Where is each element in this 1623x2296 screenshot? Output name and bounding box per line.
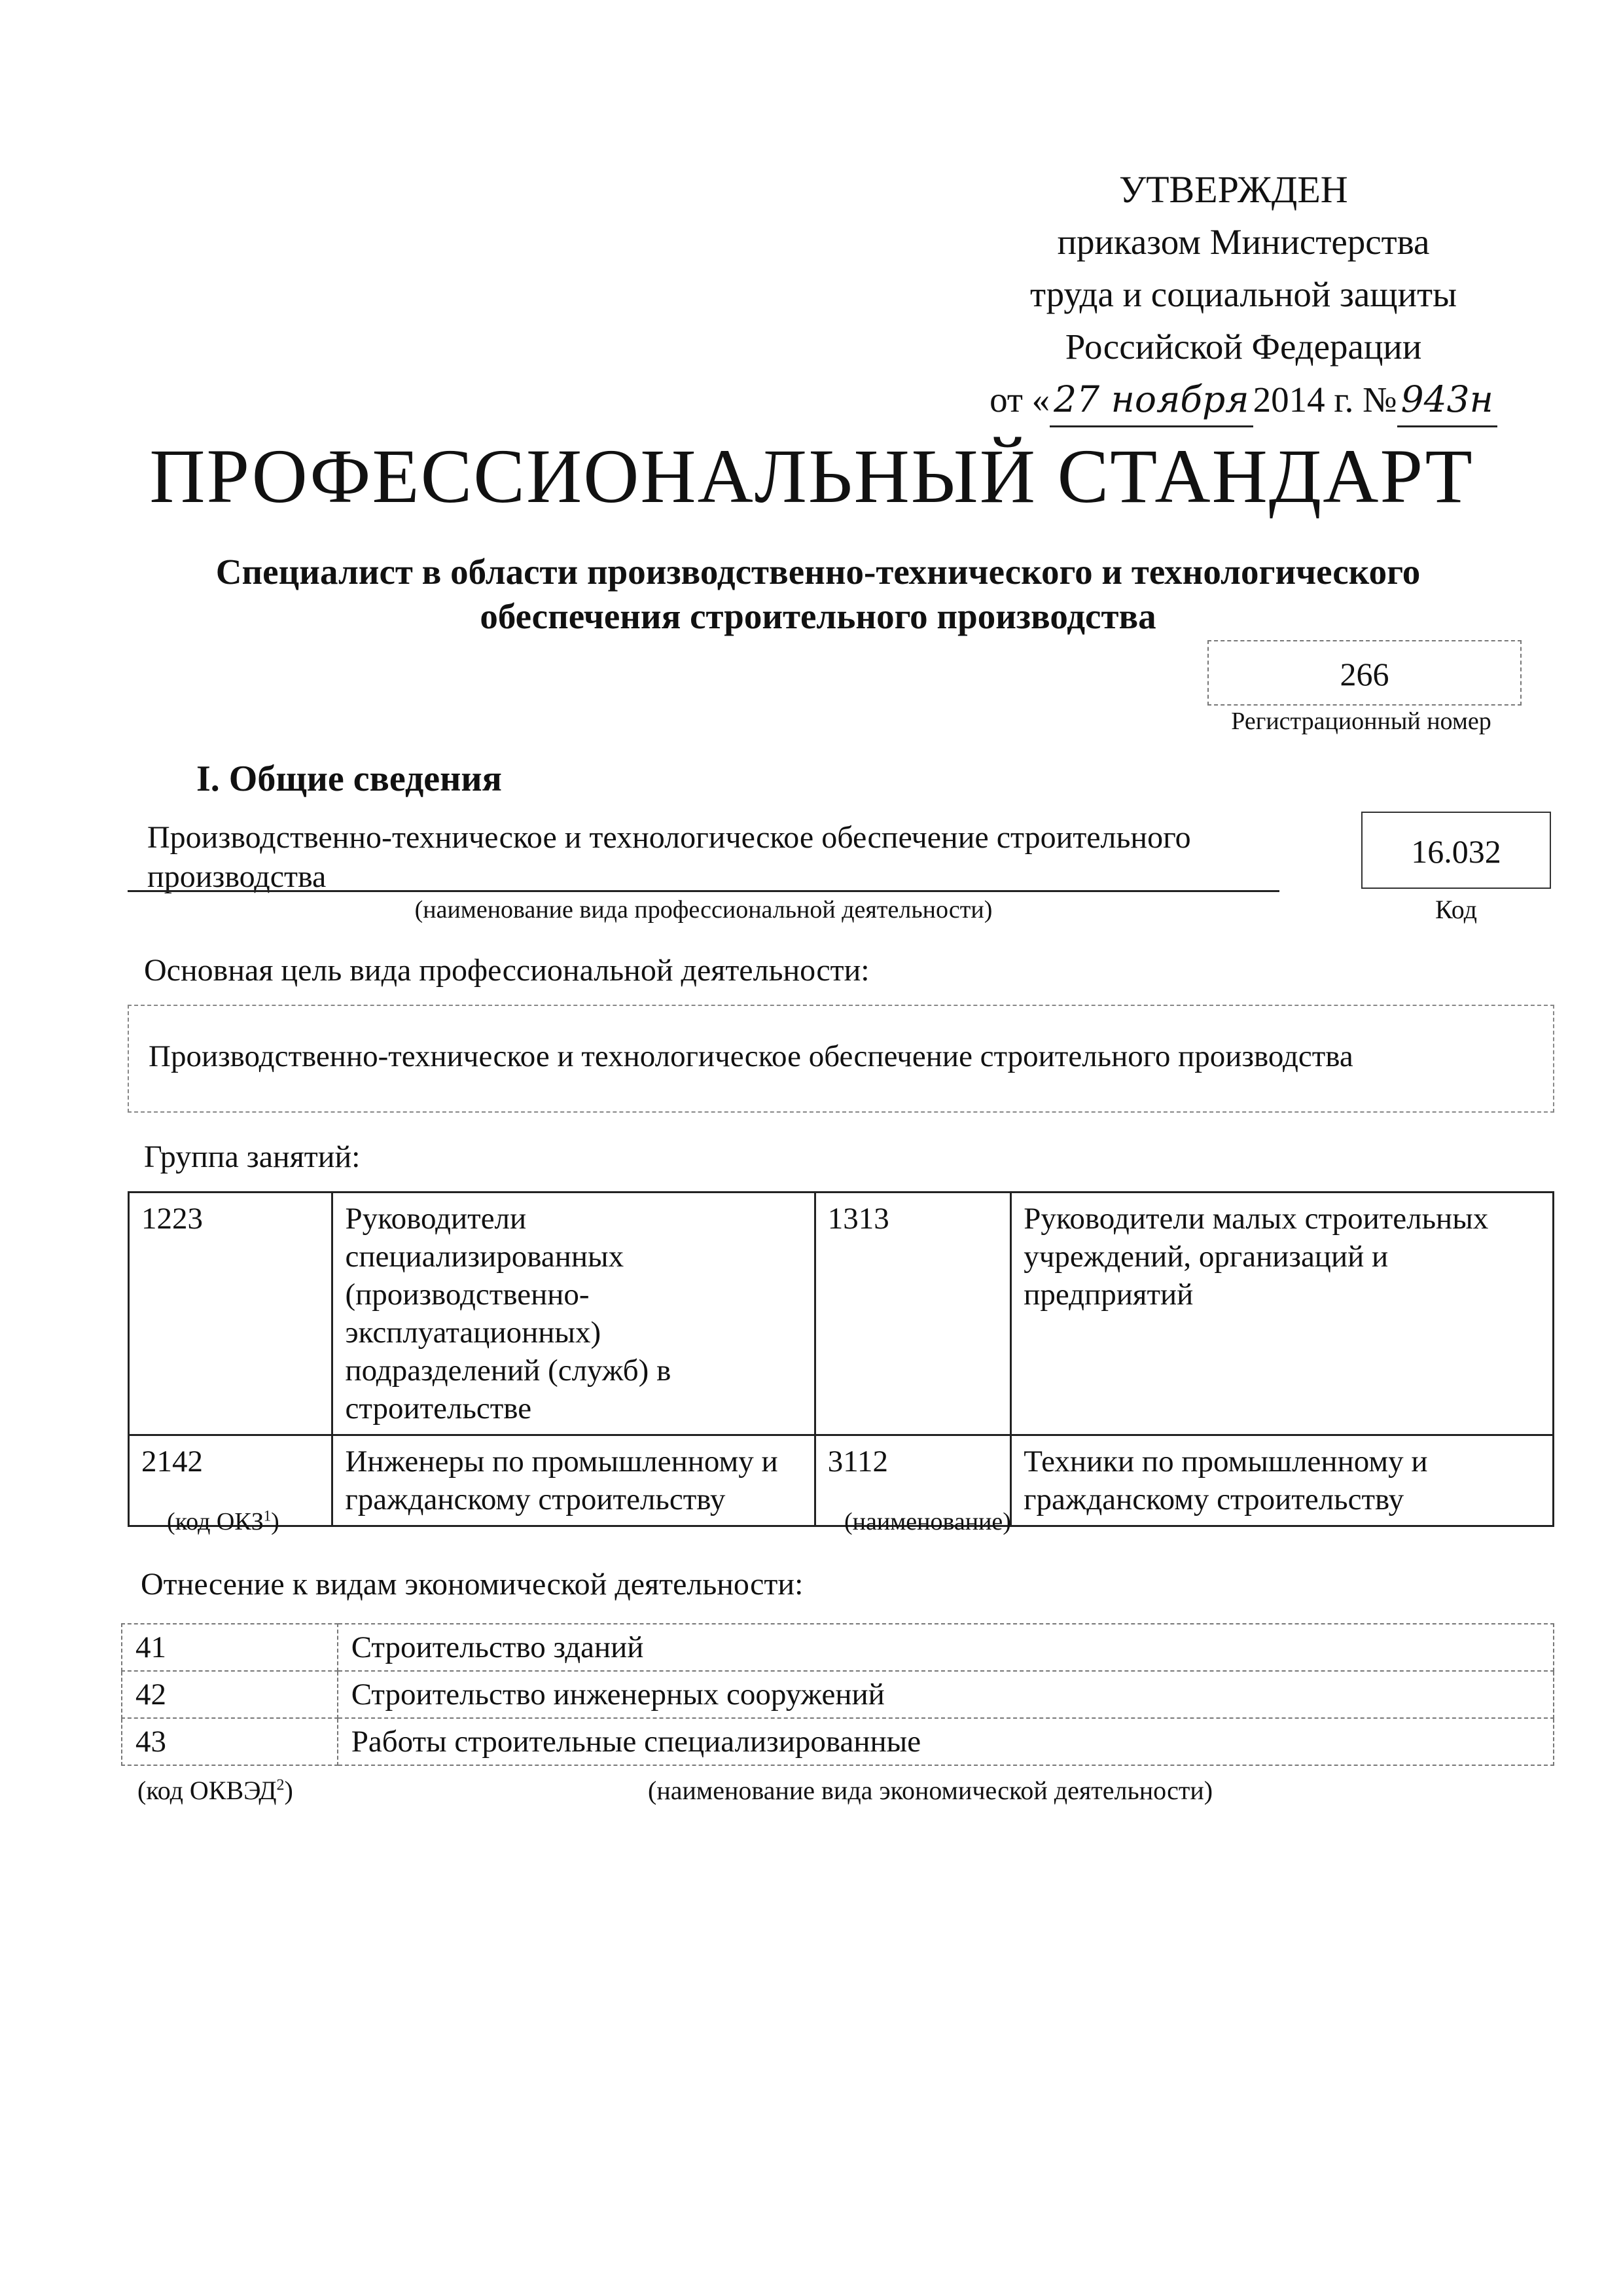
occupation-table (128, 1191, 1554, 1527)
document-subtitle (131, 550, 1505, 639)
activity-code-box: 16.032 (1361, 812, 1551, 889)
okved-caption-text: (код ОКВЭД (137, 1776, 277, 1805)
activity-code-label: Код (1435, 895, 1477, 924)
okz-code-cell: 2142 (129, 1435, 332, 1526)
registration-number-box: 266 (1207, 640, 1522, 706)
approval-line-3: Российской Федерации (1065, 327, 1422, 367)
okz-code-caption: (код ОКЗ$^1$) (167, 1507, 279, 1535)
date-suffix: 2014 г. № (1253, 380, 1397, 420)
okz-caption-text: (код ОКЗ (167, 1508, 264, 1535)
subtitle-line-2: обеспечения строительного производства (480, 596, 1156, 636)
activity-name: Производственно-техническое и технологическое обеспечение строительного производства (147, 820, 1191, 894)
activity-caption: (наименование вида профессиональной деятельности) (414, 896, 993, 924)
okved-table (121, 1623, 1554, 1766)
approval-line-2: труда и социальной защиты (1029, 274, 1457, 314)
footnote-1-marker[interactable]: 1 (263, 1507, 272, 1524)
table-row (122, 1671, 1554, 1718)
occupation-name-cell: Техники по промышленному и гражданскому строительству (1011, 1435, 1554, 1526)
okved-code-cell: 41 (122, 1624, 338, 1671)
approval-line-1: приказом Министерства (1057, 222, 1430, 262)
occupation-name-caption: (наименование) (844, 1508, 1011, 1535)
okz-code-cell: 1313 (815, 1193, 1011, 1435)
goal-label: Основная цель вида профессиональной деятельности: (144, 953, 870, 988)
occupation-group-label: Группа занятий: (144, 1139, 361, 1174)
okved-code-cell: 42 (122, 1671, 338, 1718)
table-row (129, 1435, 1554, 1526)
occupation-name-cell: Руководители малых строительных учреждений, организаций и предприятий (1011, 1193, 1554, 1435)
occupation-name-cell: Руководители специализированных (производственно-эксплуатационных) подразделений (служб) в строительстве (332, 1193, 815, 1435)
goal-box (128, 1005, 1554, 1113)
okved-name-cell: Работы строительные специализированные (338, 1718, 1554, 1765)
registration-number-label: Регистрационный номер (1231, 708, 1491, 735)
okved-label: Отнесение к видам экономической деятельности: (141, 1567, 804, 1602)
date-prefix: от « (990, 380, 1050, 420)
table-row (129, 1193, 1554, 1435)
okved-code-cell: 43 (122, 1718, 338, 1765)
handwritten-date: 27 ноября (1050, 373, 1253, 427)
table-row (122, 1624, 1554, 1671)
approval-date-line (949, 373, 1538, 427)
goal-text: Производственно-техническое и технологическое обеспечение строительного производства (149, 1039, 1353, 1073)
footnote-2-marker[interactable]: 2 (276, 1776, 285, 1794)
approval-block (949, 164, 1538, 427)
handwritten-order-number: 943н (1397, 373, 1497, 427)
okved-name-caption: (наименование вида экономической деятельности) (648, 1776, 1213, 1805)
activity-underline (128, 890, 1279, 892)
occupation-name-cell: Инженеры по промышленному и гражданскому строительству (332, 1435, 815, 1526)
okved-name-cell: Строительство зданий (338, 1624, 1554, 1671)
document-title: ПРОФЕССИОНАЛЬНЫЙ СТАНДАРТ (149, 433, 1474, 519)
okved-name-cell: Строительство инженерных сооружений (338, 1671, 1554, 1718)
section-heading: I. Общие сведения (196, 759, 502, 799)
okved-code-caption: (код ОКВЭД$^2$) (137, 1776, 293, 1805)
okz-code-cell: 3112 (815, 1435, 1011, 1526)
subtitle-line-1: Специалист в области производственно-технического и технологического (215, 552, 1421, 592)
okz-code-cell: 1223 (129, 1193, 332, 1435)
table-row (122, 1718, 1554, 1765)
approval-title: УТВЕРЖДЕН (1119, 168, 1348, 211)
